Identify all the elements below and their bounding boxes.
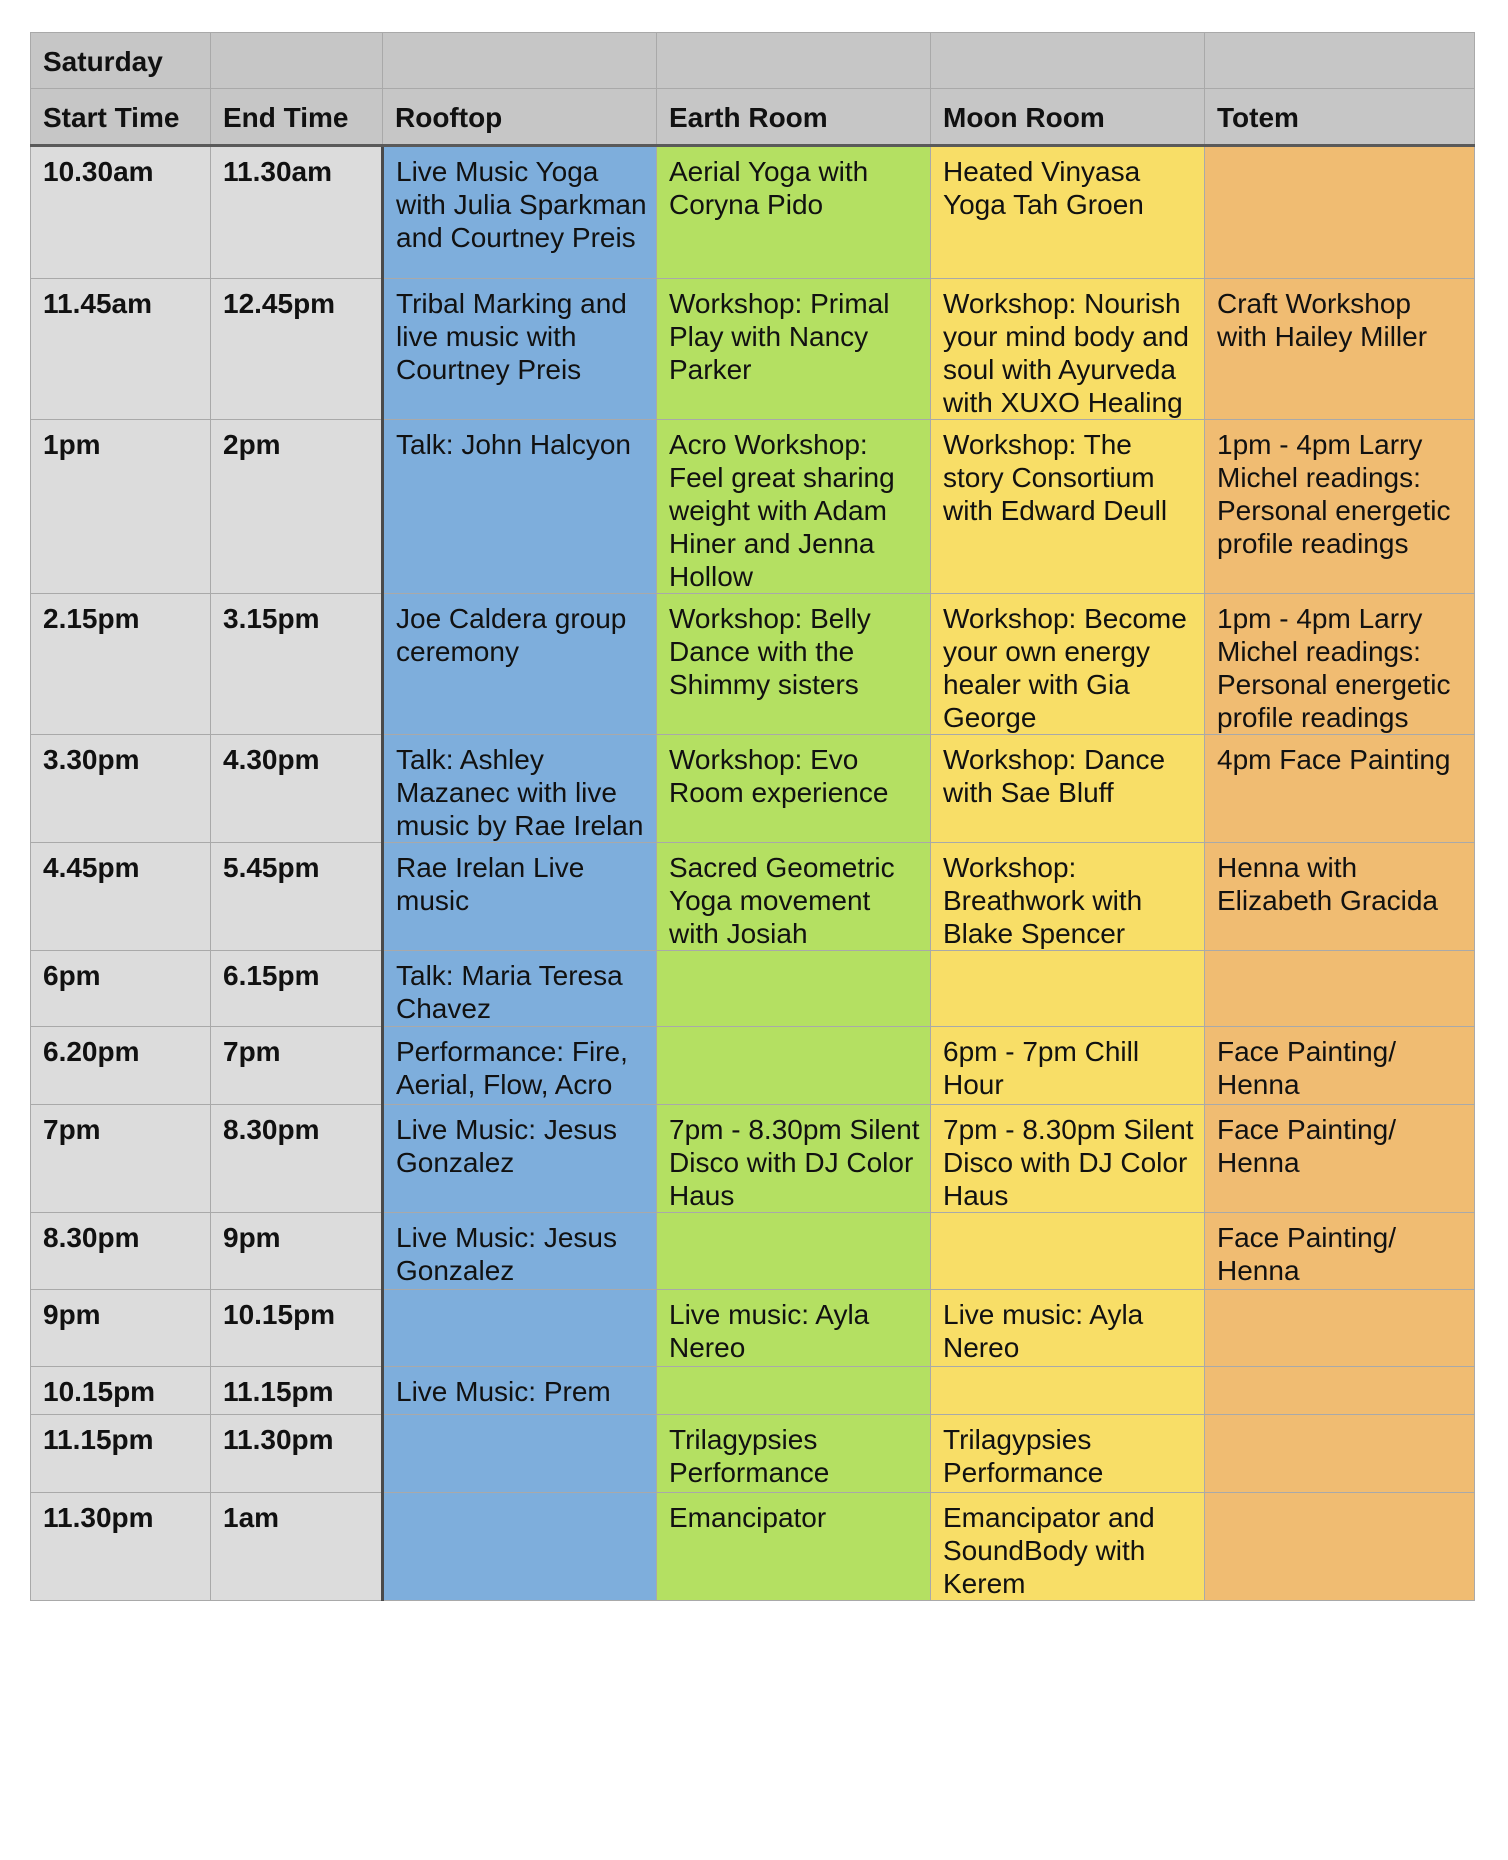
totem-cell: 1pm - 4pm Larry Michel readings: Personal energetic profile readings — [1205, 420, 1475, 594]
schedule-table — [30, 32, 1475, 1601]
earth-room-cell — [657, 1367, 931, 1415]
earth-room-cell: Trilagypsies Performance — [657, 1415, 931, 1493]
header-moon-room: Moon Room — [931, 89, 1205, 146]
header-start-time: Start Time — [31, 89, 211, 146]
end-time-cell: 11.30pm — [211, 1415, 383, 1493]
schedule-row — [31, 1415, 1475, 1493]
column-header-row — [31, 89, 1475, 146]
day-header-row — [31, 33, 1475, 89]
totem-cell: Henna with Elizabeth Gracida — [1205, 843, 1475, 951]
totem-cell: 1pm - 4pm Larry Michel readings: Personal energetic profile readings — [1205, 594, 1475, 735]
start-time-cell: 8.30pm — [31, 1213, 211, 1290]
schedule-row — [31, 1105, 1475, 1213]
end-time-cell: 5.45pm — [211, 843, 383, 951]
day-label: Saturday — [31, 33, 211, 89]
totem-cell — [1205, 1415, 1475, 1493]
end-time-cell: 6.15pm — [211, 951, 383, 1027]
moon-room-cell — [931, 1213, 1205, 1290]
moon-room-cell — [931, 951, 1205, 1027]
rooftop-cell: Live Music Yoga with Julia Sparkman and Courtney Preis — [383, 146, 657, 279]
moon-room-cell: Heated Vinyasa Yoga Tah Groen — [931, 146, 1205, 279]
moon-room-cell: Workshop: Nourish your mind body and soul with Ayurveda with XUXO Healing — [931, 279, 1205, 420]
schedule-row — [31, 951, 1475, 1027]
schedule-row — [31, 1290, 1475, 1367]
start-time-cell: 1pm — [31, 420, 211, 594]
rooftop-cell — [383, 1493, 657, 1601]
totem-cell: Face Painting/ Henna — [1205, 1105, 1475, 1213]
earth-room-cell: Sacred Geometric Yoga movement with Josiah — [657, 843, 931, 951]
schedule-row — [31, 1367, 1475, 1415]
rooftop-cell: Live Music: Jesus Gonzalez — [383, 1213, 657, 1290]
start-time-cell: 11.30pm — [31, 1493, 211, 1601]
totem-cell — [1205, 146, 1475, 279]
earth-room-cell: Workshop: Evo Room experience — [657, 735, 931, 843]
earth-room-cell — [657, 1027, 931, 1105]
earth-room-cell: 7pm - 8.30pm Silent Disco with DJ Color Haus — [657, 1105, 931, 1213]
schedule-row — [31, 1027, 1475, 1105]
rooftop-cell: Live Music: Jesus Gonzalez — [383, 1105, 657, 1213]
start-time-cell: 3.30pm — [31, 735, 211, 843]
totem-cell: Face Painting/ Henna — [1205, 1213, 1475, 1290]
totem-cell — [1205, 1367, 1475, 1415]
start-time-cell: 4.45pm — [31, 843, 211, 951]
blank-header-cell — [1205, 33, 1475, 89]
end-time-cell: 4.30pm — [211, 735, 383, 843]
moon-room-cell: 7pm - 8.30pm Silent Disco with DJ Color Haus — [931, 1105, 1205, 1213]
rooftop-cell: Joe Caldera group ceremony — [383, 594, 657, 735]
header-end-time: End Time — [211, 89, 383, 146]
earth-room-cell — [657, 1213, 931, 1290]
totem-cell — [1205, 1493, 1475, 1601]
start-time-cell: 9pm — [31, 1290, 211, 1367]
earth-room-cell: Emancipator — [657, 1493, 931, 1601]
end-time-cell: 12.45pm — [211, 279, 383, 420]
end-time-cell: 3.15pm — [211, 594, 383, 735]
earth-room-cell: Workshop: Primal Play with Nancy Parker — [657, 279, 931, 420]
rooftop-cell: Tribal Marking and live music with Courtney Preis — [383, 279, 657, 420]
moon-room-cell: Workshop: The story Consortium with Edward Deull — [931, 420, 1205, 594]
rooftop-cell: Talk: John Halcyon — [383, 420, 657, 594]
totem-cell: Face Painting/ Henna — [1205, 1027, 1475, 1105]
start-time-cell: 10.30am — [31, 146, 211, 279]
moon-room-cell: 6pm - 7pm Chill Hour — [931, 1027, 1205, 1105]
schedule-row — [31, 420, 1475, 594]
blank-header-cell — [211, 33, 383, 89]
moon-room-cell — [931, 1367, 1205, 1415]
totem-cell: 4pm Face Painting — [1205, 735, 1475, 843]
rooftop-cell: Talk: Maria Teresa Chavez — [383, 951, 657, 1027]
moon-room-cell: Workshop: Breathwork with Blake Spencer — [931, 843, 1205, 951]
totem-cell — [1205, 951, 1475, 1027]
start-time-cell: 10.15pm — [31, 1367, 211, 1415]
end-time-cell: 11.30am — [211, 146, 383, 279]
blank-header-cell — [383, 33, 657, 89]
moon-room-cell: Workshop: Become your own energy healer with Gia George — [931, 594, 1205, 735]
earth-room-cell: Aerial Yoga with Coryna Pido — [657, 146, 931, 279]
end-time-cell: 9pm — [211, 1213, 383, 1290]
totem-cell — [1205, 1290, 1475, 1367]
earth-room-cell: Workshop: Belly Dance with the Shimmy sisters — [657, 594, 931, 735]
moon-room-cell: Trilagypsies Performance — [931, 1415, 1205, 1493]
schedule-row — [31, 594, 1475, 735]
rooftop-cell: Performance: Fire, Aerial, Flow, Acro — [383, 1027, 657, 1105]
end-time-cell: 1am — [211, 1493, 383, 1601]
start-time-cell: 11.15pm — [31, 1415, 211, 1493]
schedule-row — [31, 735, 1475, 843]
blank-header-cell — [931, 33, 1205, 89]
schedule-body — [31, 33, 1475, 1601]
end-time-cell: 2pm — [211, 420, 383, 594]
totem-cell: Craft Workshop with Hailey Miller — [1205, 279, 1475, 420]
end-time-cell: 11.15pm — [211, 1367, 383, 1415]
start-time-cell: 7pm — [31, 1105, 211, 1213]
rooftop-cell: Live Music: Prem — [383, 1367, 657, 1415]
rooftop-cell: Talk: Ashley Mazanec with live music by Rae Irelan — [383, 735, 657, 843]
rooftop-cell — [383, 1415, 657, 1493]
earth-room-cell: Acro Workshop: Feel great sharing weight with Adam Hiner and Jenna Hollow — [657, 420, 931, 594]
earth-room-cell — [657, 951, 931, 1027]
start-time-cell: 2.15pm — [31, 594, 211, 735]
rooftop-cell: Rae Irelan Live music — [383, 843, 657, 951]
blank-header-cell — [657, 33, 931, 89]
schedule-row — [31, 146, 1475, 279]
start-time-cell: 6.20pm — [31, 1027, 211, 1105]
end-time-cell: 10.15pm — [211, 1290, 383, 1367]
moon-room-cell: Emancipator and SoundBody with Kerem — [931, 1493, 1205, 1601]
start-time-cell: 6pm — [31, 951, 211, 1027]
moon-room-cell: Workshop: Dance with Sae Bluff — [931, 735, 1205, 843]
schedule-row — [31, 1213, 1475, 1290]
start-time-cell: 11.45am — [31, 279, 211, 420]
end-time-cell: 8.30pm — [211, 1105, 383, 1213]
schedule-row — [31, 279, 1475, 420]
header-totem: Totem — [1205, 89, 1475, 146]
end-time-cell: 7pm — [211, 1027, 383, 1105]
rooftop-cell — [383, 1290, 657, 1367]
moon-room-cell: Live music: Ayla Nereo — [931, 1290, 1205, 1367]
earth-room-cell: Live music: Ayla Nereo — [657, 1290, 931, 1367]
schedule-row — [31, 843, 1475, 951]
schedule-row — [31, 1493, 1475, 1601]
header-rooftop: Rooftop — [383, 89, 657, 146]
header-earth-room: Earth Room — [657, 89, 931, 146]
